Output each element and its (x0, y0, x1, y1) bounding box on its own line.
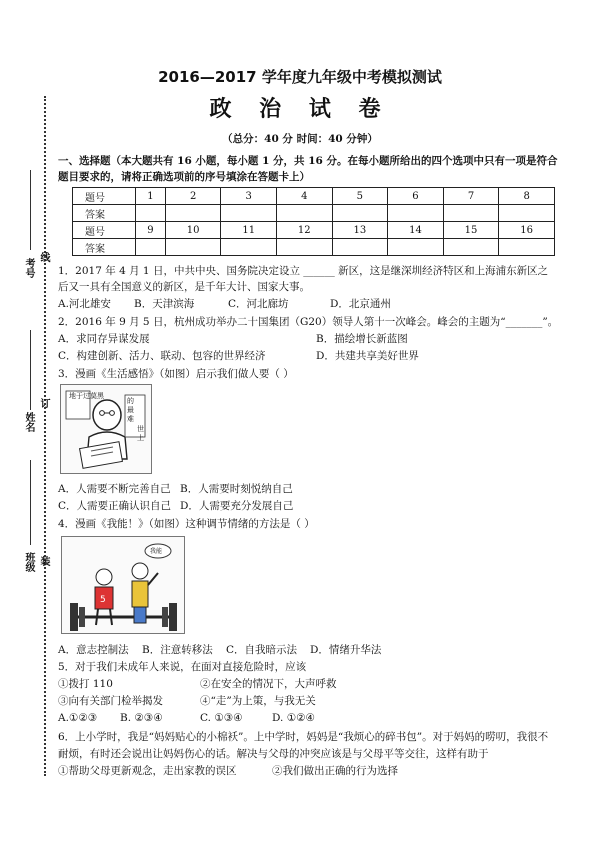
q4-cartoon-image (61, 536, 185, 634)
table-cell: 13 (332, 222, 388, 239)
xingming-blank (30, 330, 31, 410)
binding-line (44, 96, 46, 776)
table-cell: 10 (165, 222, 221, 239)
q5-option-c[interactable]: C. ①③④ (200, 712, 243, 724)
answer-table (72, 187, 555, 256)
exam-title: 2016—2017 学年度九年级中考模拟测试 (158, 68, 442, 86)
answer-cell[interactable] (221, 239, 277, 256)
q3-option-d[interactable]: D．人需要充分发展自己 (180, 500, 294, 512)
table-cell: 2 (165, 188, 221, 205)
q5-option-b[interactable]: B. ②③④ (120, 712, 163, 724)
q3-cartoon-text3: 世上 (137, 425, 144, 442)
q4-option-c[interactable]: C．自我暗示法 (226, 644, 298, 656)
table-row (73, 222, 555, 239)
ding-label: 订 (38, 398, 49, 408)
q4-option-a[interactable]: A．意志控制法 (58, 644, 129, 656)
table-cell: 12 (277, 222, 333, 239)
banji-label: 班级 (23, 552, 34, 572)
table-cell: 9 (136, 222, 166, 239)
q1-option-b[interactable]: B．天津滨海 (134, 298, 195, 310)
answer-cell[interactable] (332, 205, 388, 222)
answer-cell[interactable] (499, 239, 555, 256)
q2-option-a[interactable]: A．求同存异谋发展 (58, 333, 150, 345)
q5-option-a[interactable]: A.①②③ (58, 712, 98, 724)
q3-option-b[interactable]: B．人需要时刻悦纳自己 (180, 483, 293, 495)
q4-option-b[interactable]: B．注意转移法 (142, 644, 213, 656)
answer-cell[interactable] (332, 239, 388, 256)
q2-stem-line1: 2．2016 年 9 月 5 日，杭州成功举办二十国集团（G20）领导人第十一次峰会。峰会的主题为“_______”。 (58, 316, 559, 328)
answer-cell[interactable] (499, 205, 555, 222)
answer-cell[interactable] (136, 205, 166, 222)
q1-stem-line1: 1．2017 年 4 月 1 日，中共中央、国务院决定设立 ______ 新区，这是继深圳经济特区和上海浦东新区之 (58, 265, 549, 277)
q5-stem-line1: 5．对于我们未成年人来说，在面对直接危险时，应该 (58, 661, 307, 673)
q3-option-c[interactable]: C．人需要正确认识自己 (58, 500, 172, 512)
q6-item2: ②我们做出正确的行为选择 (272, 765, 398, 777)
zhuang-label: 装 (38, 556, 49, 566)
table-cell: 6 (388, 188, 444, 205)
table-cell-label: 题号 (73, 222, 136, 239)
table-cell-label: 答案 (73, 205, 136, 222)
table-row (73, 188, 555, 205)
subject-title: 政 治 试 卷 (209, 97, 391, 122)
q2-option-b[interactable]: B．描绘增长新蓝图 (316, 333, 408, 345)
q6-item1: ①帮助父母更新观念，走出家教的误区 (58, 765, 237, 777)
q4-stem-line1: 4．漫画《我能！》（如图）这种调节情绪的方法是（ ） (58, 518, 315, 530)
banji-blank (30, 460, 31, 545)
q1-option-c[interactable]: C．河北廊坊 (228, 298, 289, 310)
answer-cell[interactable] (221, 205, 277, 222)
q5-item2: ②在安全的情况下，大声呼救 (200, 678, 337, 690)
score-info: （总分：40 分 时间：40 分钟） (222, 133, 378, 145)
answer-cell[interactable] (136, 239, 166, 256)
table-cell: 15 (443, 222, 499, 239)
table-cell: 1 (136, 188, 166, 205)
q3-cartoon-text2: 的最难 (127, 397, 134, 423)
kaohao-blank (30, 170, 31, 250)
weightlifter-illustration (62, 537, 184, 633)
q2-option-d[interactable]: D．共建共享美好世界 (316, 350, 419, 362)
table-cell: 14 (388, 222, 444, 239)
q6-stem-line1: 6．上小学时，我是“妈妈贴心的小棉袄”。上中学时，妈妈是“我烦心的碎书包”。对于妈妈的唠叨，我很不 (58, 731, 549, 743)
table-row (73, 239, 555, 256)
answer-cell[interactable] (388, 239, 444, 256)
q4-cartoon-bubble: 我能 (150, 548, 163, 555)
q6-stem-line2: 耐烦，有时还会说出让妈妈伤心的话。解决与父母的冲突应该是与父母平等交往，这样有助于 (58, 748, 489, 760)
answer-cell[interactable] (165, 239, 221, 256)
answer-cell[interactable] (443, 239, 499, 256)
answer-cell[interactable] (277, 239, 333, 256)
q5-item3: ③向有关部门检举揭发 (58, 695, 163, 707)
table-cell: 3 (221, 188, 277, 205)
answer-cell[interactable] (443, 205, 499, 222)
table-cell: 11 (221, 222, 277, 239)
answer-cell[interactable] (165, 205, 221, 222)
table-cell-label: 题号 (73, 188, 136, 205)
q5-option-d[interactable]: D. ①②④ (272, 712, 315, 724)
xian-label: 线 (38, 252, 49, 262)
q1-option-d[interactable]: D．北京通州 (330, 298, 391, 310)
answer-cell[interactable] (277, 205, 333, 222)
section1-intro-line2: 题目要求的，请将正确选项前的序号填涂在答题卡上） (58, 171, 310, 183)
table-row (73, 205, 555, 222)
table-cell-label: 答案 (73, 239, 136, 256)
q2-option-c[interactable]: C．构建创新、活力、联动、包容的世界经济 (58, 350, 266, 362)
q3-stem-line1: 3．漫画《生活感悟》（如图）启示我们做人要（ ） (58, 368, 294, 380)
table-cell: 5 (332, 188, 388, 205)
section1-intro-line1: 一、选择题（本大题共有 16 小题，每小题 1 分，共 16 分。在每小题所给出的四个选项中只有一项是符合 (58, 155, 558, 167)
q3-option-a[interactable]: A．人需要不断完善自己 (58, 483, 171, 495)
q3-cartoon-image (60, 384, 152, 474)
table-cell: 7 (443, 188, 499, 205)
q5-item4: ④“走”为上策，与我无关 (200, 695, 316, 707)
q3-cartoon-text1: 地于过莫黑 (69, 392, 104, 400)
table-cell: 16 (499, 222, 555, 239)
table-cell: 4 (277, 188, 333, 205)
q1-option-a[interactable]: A.河北雄安 (58, 298, 111, 310)
answer-cell[interactable] (388, 205, 444, 222)
q4-option-d[interactable]: D．情绪升华法 (310, 644, 382, 656)
xingming-label: 姓名 (23, 412, 34, 432)
svg-text:5: 5 (100, 595, 106, 605)
kaohao-label: 考号 (23, 258, 34, 278)
q1-stem-line2: 后又一具有全国意义的新区，是千年大计、国家大事。 (58, 281, 310, 293)
table-cell: 8 (499, 188, 555, 205)
q5-item1: ①拨打 110 (58, 678, 113, 690)
